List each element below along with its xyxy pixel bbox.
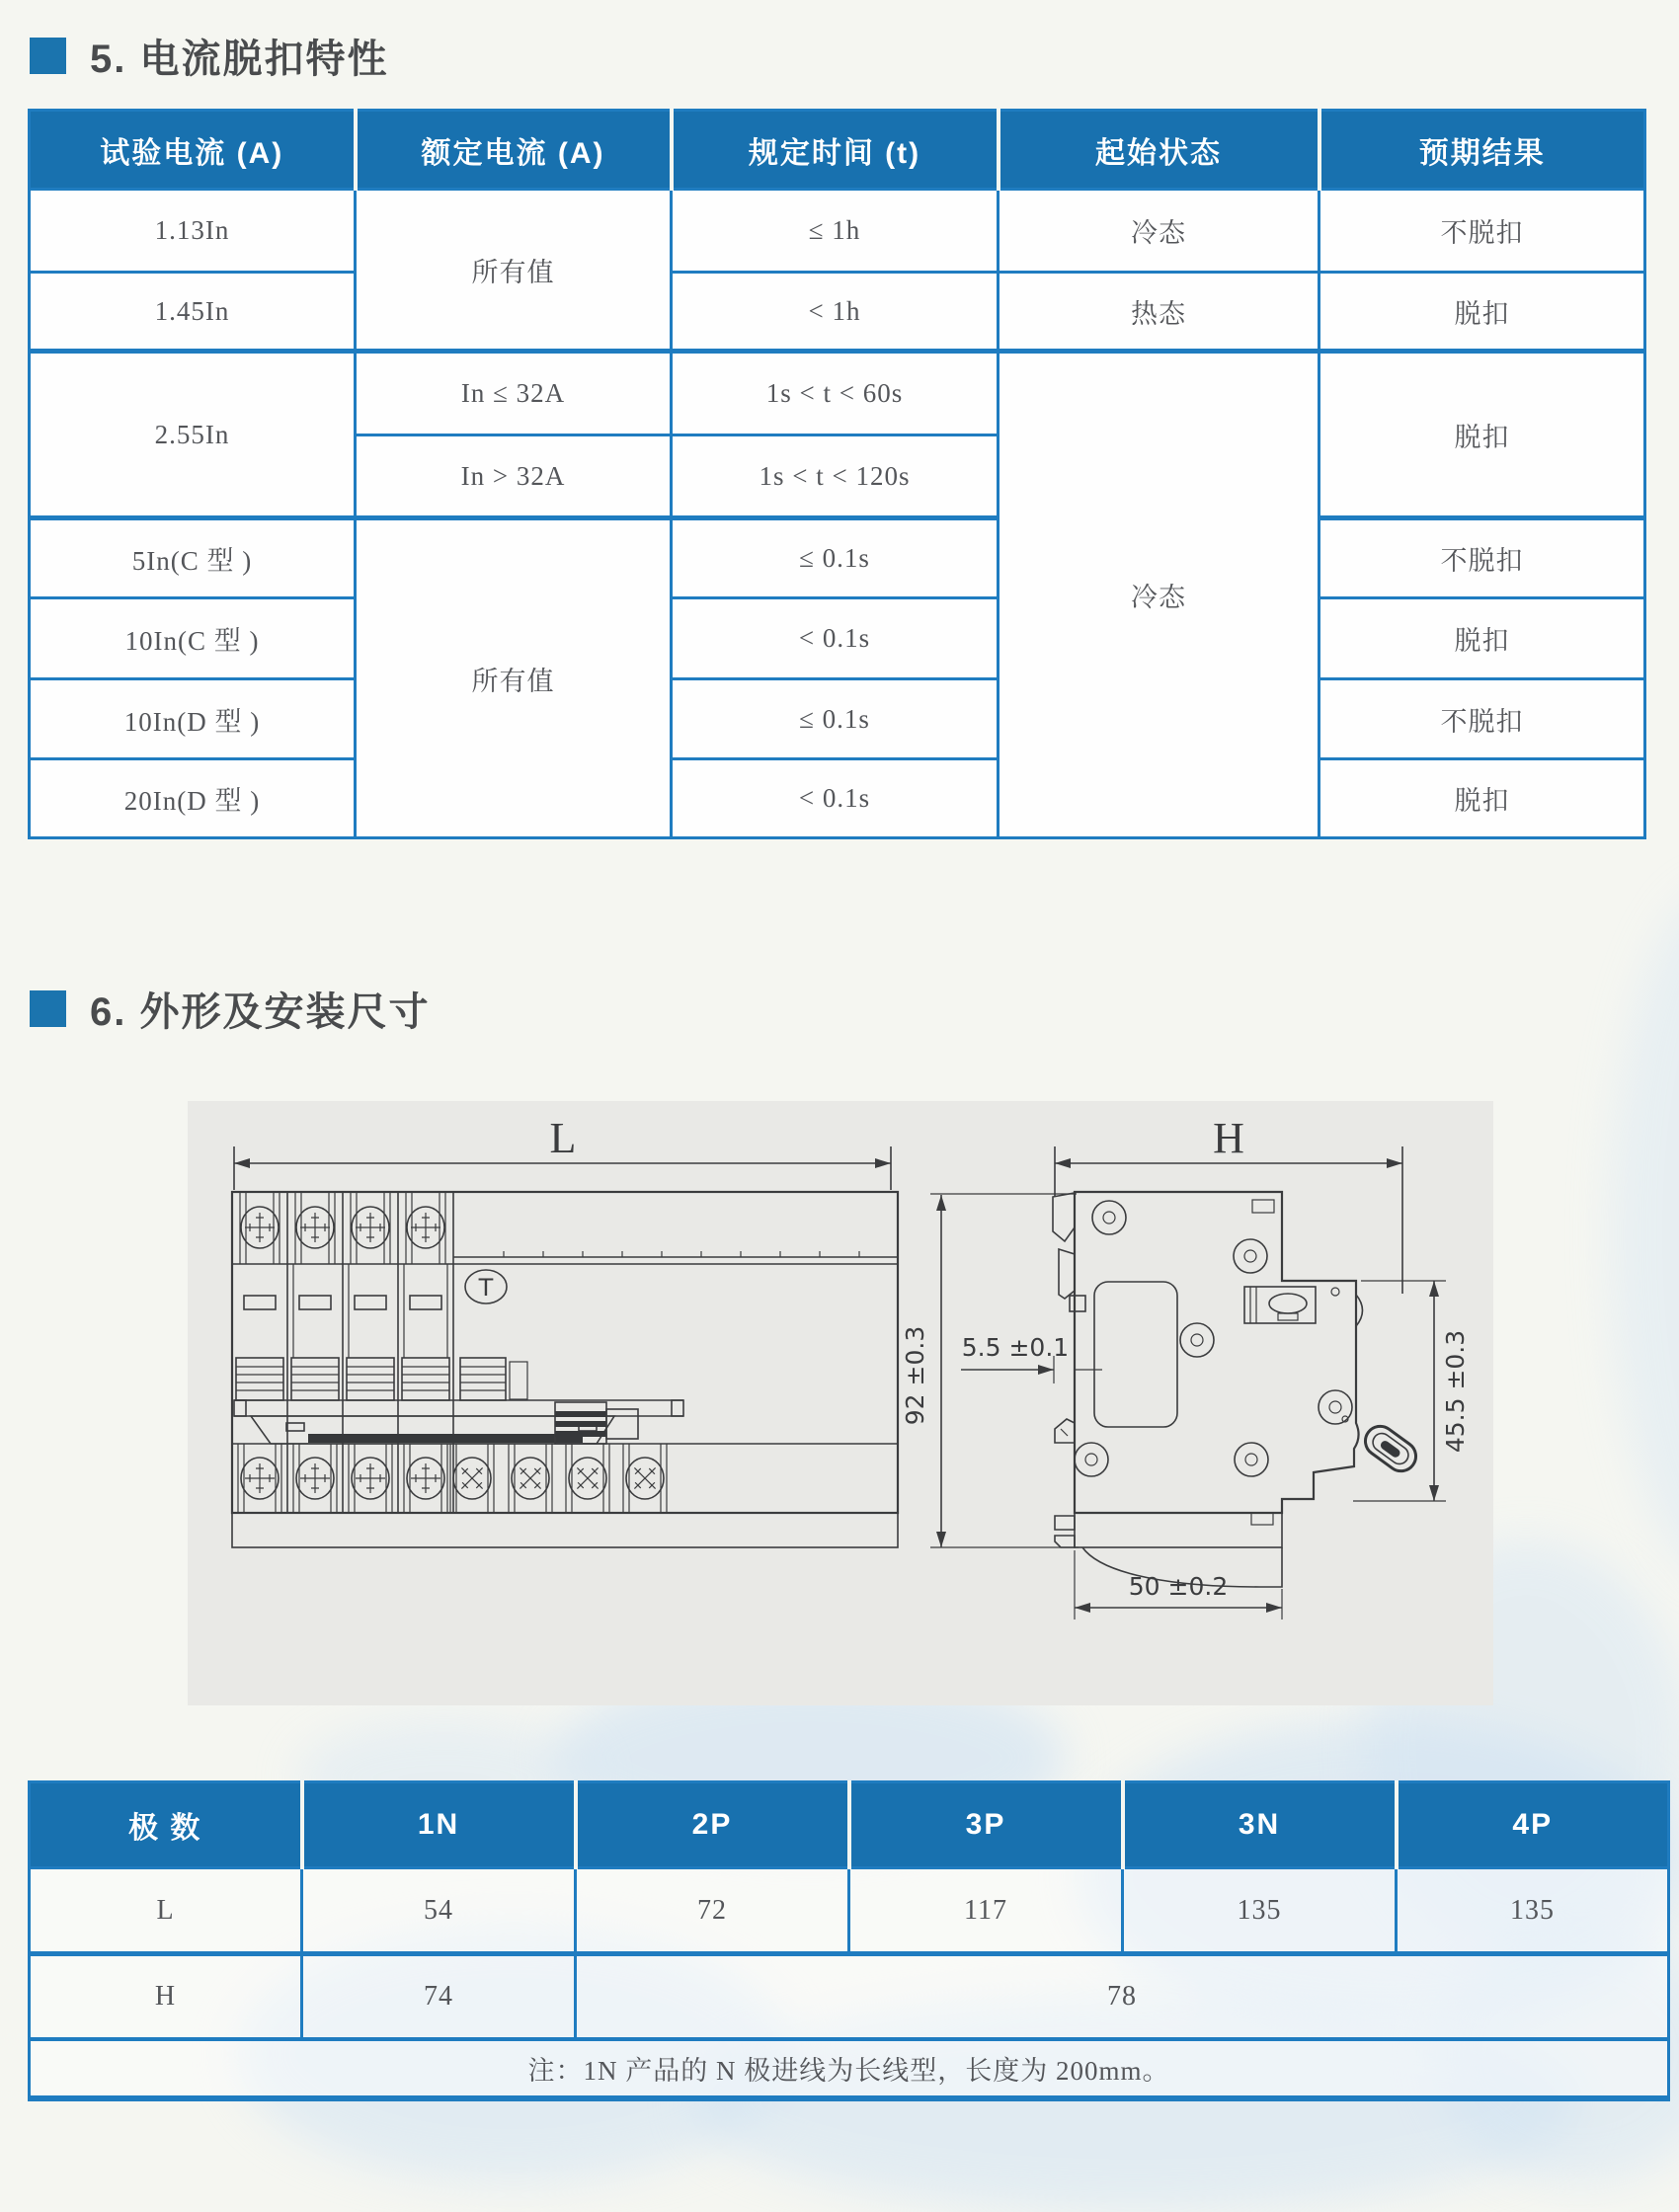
- cell: In ≤ 32A: [356, 352, 672, 435]
- dim-92-label: 92 ±0.3: [901, 1325, 929, 1426]
- cell: 2.55In: [30, 352, 356, 518]
- col-header-initial-state: 起始状态: [999, 111, 1319, 190]
- cell: 脱扣: [1319, 598, 1645, 679]
- table-header-row: [30, 1782, 1669, 1868]
- cell: 不脱扣: [1319, 518, 1645, 598]
- dim-L-label: L: [549, 1114, 577, 1162]
- section6-title-text: 6. 外形及安装尺寸: [90, 990, 431, 1034]
- cell: ≤ 1h: [672, 190, 999, 273]
- cell: 冷态: [999, 352, 1319, 838]
- col-header-1n: 1N: [302, 1782, 576, 1868]
- section5-title: [30, 28, 388, 84]
- table-row: [30, 518, 1645, 598]
- trip-characteristics-table: [28, 109, 1646, 839]
- cell: 1s < t < 120s: [672, 435, 999, 518]
- cell: 54: [302, 1868, 576, 1954]
- pole-dimension-table: [28, 1780, 1670, 2101]
- cell: 所有值: [356, 518, 672, 838]
- col-header-4p: 4P: [1397, 1782, 1669, 1868]
- col-header-2p: 2P: [576, 1782, 849, 1868]
- rivet-holes: [1075, 1201, 1352, 1476]
- table-row: [30, 679, 1645, 759]
- test-button-label: T: [478, 1274, 494, 1302]
- cell: < 0.1s: [672, 759, 999, 838]
- breaker-dimension-drawing: [188, 1101, 1493, 1705]
- cell: ≤ 0.1s: [672, 518, 999, 598]
- col-header-rated-current: 额定电流 (A): [356, 111, 672, 190]
- cell: 所有值: [356, 190, 672, 352]
- col-header-3p: 3P: [849, 1782, 1123, 1868]
- cell: 1.45In: [30, 273, 356, 352]
- table-row: [30, 273, 1645, 352]
- col-header-3n: 3N: [1123, 1782, 1397, 1868]
- cell: H: [30, 1954, 302, 2039]
- section5-title-text: 5. 电流脱扣特性: [90, 38, 389, 81]
- blue-square-icon: [30, 38, 66, 74]
- col-header-poles: 极 数: [30, 1782, 302, 1868]
- cell: < 1h: [672, 273, 999, 352]
- cell: 脱扣: [1319, 273, 1645, 352]
- side-view: [901, 1114, 1470, 1620]
- cell: 135: [1397, 1868, 1669, 1954]
- cell: 78: [576, 1954, 1669, 2039]
- table-note-row: [30, 2039, 1669, 2098]
- cell: 1s < t < 60s: [672, 352, 999, 435]
- toggle-handle-icon: [1360, 1420, 1422, 1476]
- table-row: [30, 352, 1645, 435]
- table-row: [30, 598, 1645, 679]
- table-row-L: [30, 1868, 1669, 1954]
- cell: 74: [302, 1954, 576, 2039]
- section6-title: [30, 981, 430, 1037]
- cell: 72: [576, 1868, 849, 1954]
- front-view: [232, 1114, 898, 1547]
- col-header-test-current: 试验电流 (A): [30, 111, 356, 190]
- cell: L: [30, 1868, 302, 1954]
- blue-square-icon: [30, 990, 66, 1027]
- cell: 20In(D 型 ): [30, 759, 356, 838]
- cell: 135: [1123, 1868, 1397, 1954]
- col-header-time: 规定时间 (t): [672, 111, 999, 190]
- cell: 5In(C 型 ): [30, 518, 356, 598]
- cell: 117: [849, 1868, 1123, 1954]
- table-row: [30, 759, 1645, 838]
- cell: 10In(D 型 ): [30, 679, 356, 759]
- dim-45-5-label: 45.5 ±0.3: [1441, 1329, 1470, 1454]
- cell: ≤ 0.1s: [672, 679, 999, 759]
- cell: 冷态: [999, 190, 1319, 273]
- cell: 不脱扣: [1319, 679, 1645, 759]
- dim-5-5-label: 5.5 ±0.1: [961, 1333, 1070, 1362]
- cell: 不脱扣: [1319, 190, 1645, 273]
- watermark-blob: [1610, 889, 1679, 1580]
- dim-H-label: H: [1213, 1114, 1244, 1162]
- cell: 10In(C 型 ): [30, 598, 356, 679]
- cell: < 0.1s: [672, 598, 999, 679]
- note-text: 注：1N 产品的 N 极进线为长线型，长度为 200mm。: [30, 2039, 1669, 2098]
- col-header-expected: 预期结果: [1319, 111, 1645, 190]
- table-header-row: [30, 111, 1645, 190]
- cell: 1.13In: [30, 190, 356, 273]
- dimension-drawing-panel: [188, 1101, 1493, 1705]
- cell: 脱扣: [1319, 759, 1645, 838]
- table-row: [30, 190, 1645, 273]
- cell: 热态: [999, 273, 1319, 352]
- table-row-H: [30, 1954, 1669, 2039]
- cell: 脱扣: [1319, 352, 1645, 518]
- dim-50-label: 50 ±0.2: [1128, 1572, 1229, 1601]
- cell: In > 32A: [356, 435, 672, 518]
